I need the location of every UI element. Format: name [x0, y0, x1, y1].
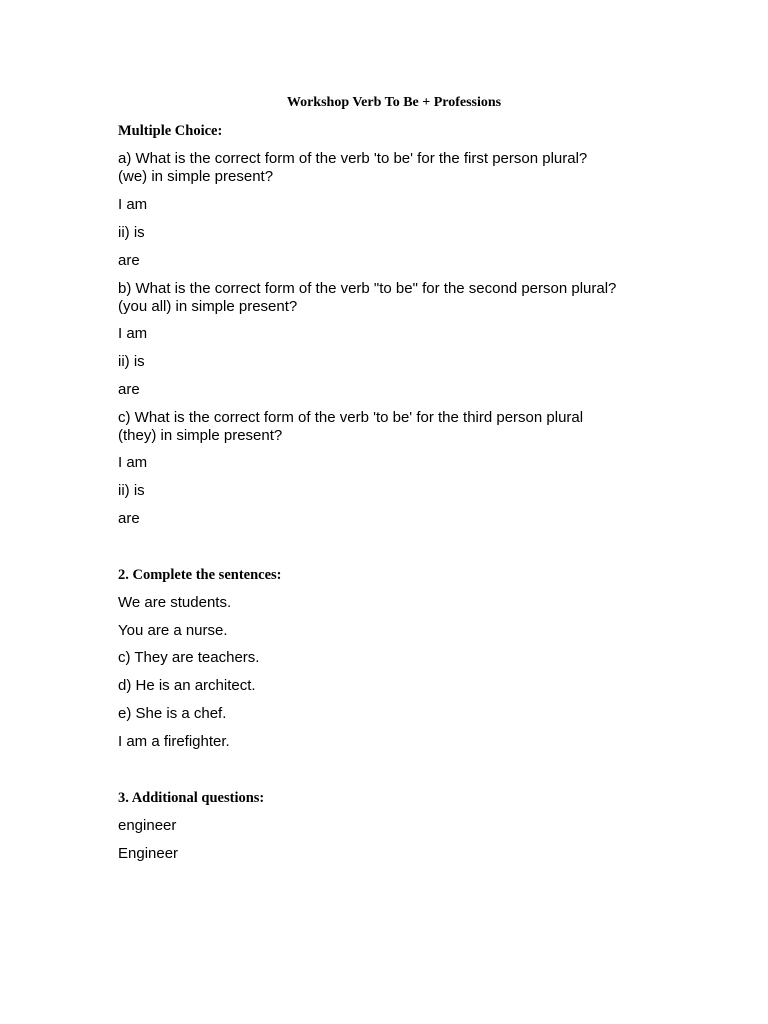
question-b-option: ii) is [118, 353, 145, 370]
question-b-text-continued: (you all) in simple present? [118, 298, 298, 315]
answer-line: Engineer [118, 845, 179, 862]
question-b-option: I am [118, 325, 148, 342]
question-a-option: ii) is [118, 224, 145, 241]
question-c-text-continued: (they) in simple present? [118, 427, 283, 444]
section-heading-additional-questions: 3. Additional questions: [118, 790, 265, 806]
question-a-option: are [118, 252, 140, 269]
question-b-option: are [118, 381, 140, 398]
document-title: Workshop Verb To Be + Professions [286, 95, 502, 110]
sentence-line: I am a firefighter. [118, 733, 230, 750]
section-heading-multiple-choice: Multiple Choice: [118, 123, 223, 139]
section-heading-complete-sentences: 2. Complete the sentences: [118, 567, 282, 583]
question-a-option: I am [118, 196, 148, 213]
answer-line: engineer [118, 817, 177, 834]
sentence-line: c) They are teachers. [118, 649, 260, 666]
sentence-line: We are students. [118, 594, 232, 611]
question-c-option: are [118, 510, 140, 527]
question-a-text: a) What is the correct form of the verb 'to be' for the first person plural? [118, 150, 588, 167]
question-a-text-continued: (we) in simple present? [118, 168, 274, 185]
question-c-option: ii) is [118, 482, 145, 499]
sentence-line: You are a nurse. [118, 622, 228, 639]
sentence-line: d) He is an architect. [118, 677, 256, 694]
sentence-line: e) She is a chef. [118, 705, 227, 722]
question-c-text: c) What is the correct form of the verb 'to be' for the third person plural [118, 409, 584, 426]
question-b-text: b) What is the correct form of the verb "to be" for the second person plural? [118, 280, 617, 297]
question-c-option: I am [118, 454, 148, 471]
